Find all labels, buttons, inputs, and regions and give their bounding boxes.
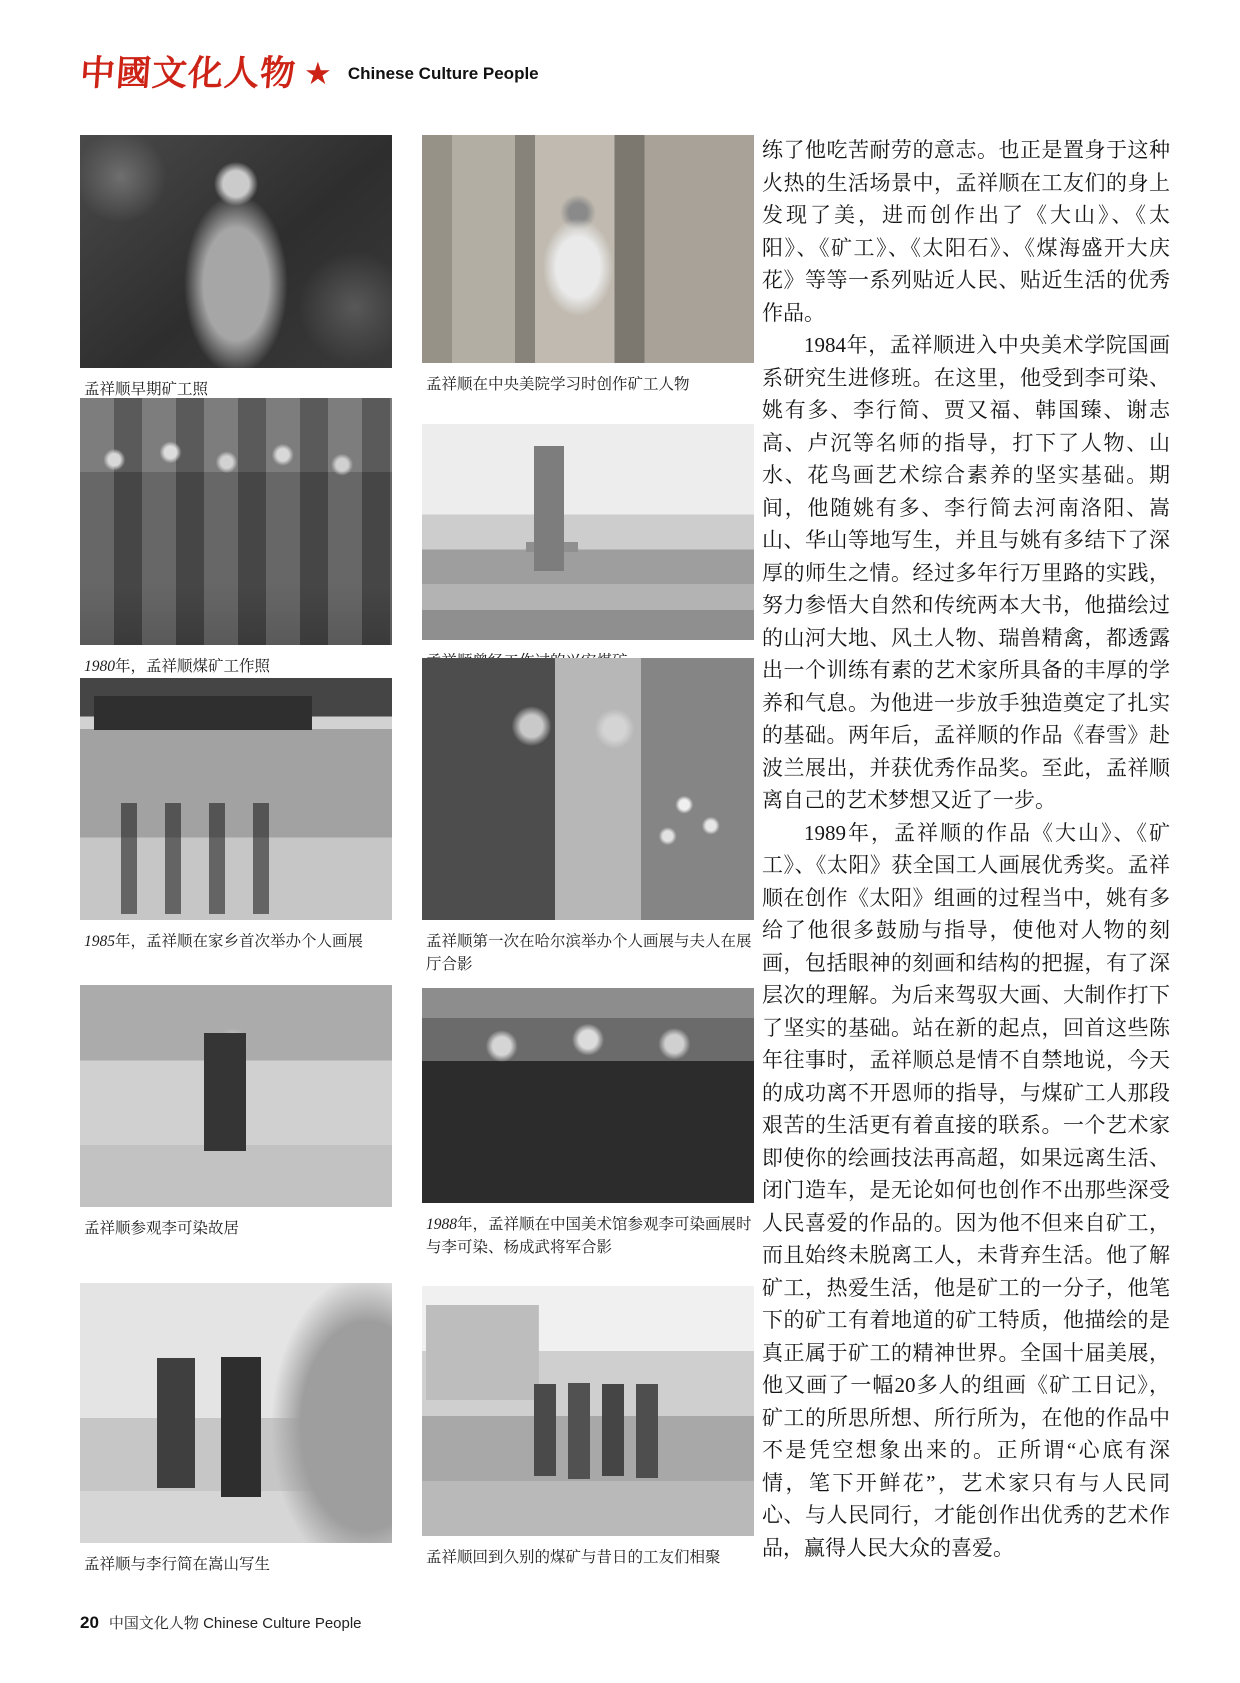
article-paragraph-2: 1984年，孟祥顺进入中央美术学院国画系研究生进修班。在这里，他受到李可染、姚有多、李行简、贾又福、韩国臻、谢志高、卢沉等名师的指导，打下了人物、山水、花鸟画艺术综合素养的坚实基础。期间，他随姚有多、李行简去河南洛阳、嵩山、华山等地写生，并且与姚有多结下了深厚的师生之情。经过多年行万里路的实践，努力参悟大自然和传统两本大书，他描绘过的山河大地、风土人物、瑞兽精禽，都透露出一个训练有素的艺术家所具备的丰厚的学养和气息。为他进一步放手独造奠定了扎实的基础。两年后，孟祥顺的作品《春雪》赴波兰展出，并获优秀作品奖。至此，孟祥顺离自己的艺术梦想又近了一步。 [762, 333, 1170, 812]
photo-caption: 孟祥顺回到久别的煤矿与昔日的工友们相聚 [426, 1549, 721, 1566]
photo-caption: 孟祥顺与李行简在嵩山写生 [84, 1556, 271, 1573]
photo-figure-miners-group [80, 398, 392, 678]
photo-caption: 1980年，孟祥顺煤矿工作照 [84, 658, 271, 675]
photo-coal-miners-group [80, 398, 392, 645]
photo-street-visit [80, 985, 392, 1207]
photo-caption: 1988年，孟祥顺在中国美术馆参观李可染画展时与李可染、杨成武将军合影 [426, 1216, 752, 1256]
photo-early-miner-portrait [80, 135, 392, 368]
photo-exhibition-entrance [80, 678, 392, 920]
photo-xingan-coal-mine [422, 424, 754, 640]
article-paragraph-3: 1989年，孟祥顺的作品《大山》、《矿工》、《太阳》获全国工人画展优秀奖。孟祥顺在创作《太阳》组画的过程当中，姚有多给了他很多鼓励与指导，使他对人物的刻画，包括眼神的刻画和结构的把握，有了深层次的理解。为后来驾驭大画、大制作打下了坚实的基础。站在新的起点，回首这些陈年往事时，孟祥顺总是情不自禁地说，今天的成功离不开恩师的指导，与煤矿工人那段艰苦的生活更有着直接的联系。一个艺术家即使你的绘画技法再高超，如果远离生活、闭门造车，是无论如何也创作不出那些深受人民喜爱的作品的。因为他不但来自矿工，而且始终未脱离工人，未背弃生活。他了解矿工，热爱生活，他是矿工的一分子，他笔下的矿工有着地道的矿工特质，他描绘的是真正属于矿工的精神世界。全国十届美展，他又画了一幅20多人的组画《矿工日记》，矿工的所思所想、所行所为，在他的作品中不是凭空想象出来的。正所谓“心底有深情，笔下开鲜花”，艺术家只有与人民同心、与人民同行，才能创作出优秀的艺术作品，赢得人民大众的喜爱。 [762, 820, 1170, 1560]
photo-figure-harbin-exhibition [422, 658, 754, 976]
photo-caption: 1985年，孟祥顺在家乡首次举办个人画展 [84, 933, 364, 950]
photo-figure-hometown-exhibition [80, 678, 392, 953]
photo-figure-mine-reunion [422, 1286, 754, 1569]
article-text-column [762, 134, 1170, 1564]
photo-caption: 孟祥顺早期矿工照 [84, 381, 209, 398]
photo-caption: 孟祥顺参观李可染故居 [84, 1220, 240, 1237]
photo-figure-academy-artwork [422, 135, 754, 396]
article-paragraph-1: 练了他吃苦耐劳的意志。也正是置身于这种火热的生活场景中，孟祥顺在工友们的身上发现了美，进而创作出了《大山》、《太阳》、《矿工》、《太阳石》、《煤海盛开大庆花》等等一系列贴近人民、贴近生活的优秀作品。 [762, 138, 1170, 325]
photo-couple-with-flowers [422, 658, 754, 920]
photo-two-men-mountain [80, 1283, 392, 1543]
photo-figure-coal-mine [422, 424, 754, 673]
page-footer [80, 1612, 362, 1633]
photo-figure-art-museum-1988 [422, 988, 754, 1259]
footer-brand-text: 中国文化人物 Chinese Culture People [108, 1615, 362, 1632]
photo-miner-drawing [422, 135, 754, 363]
photo-figure-early-miner [80, 135, 392, 401]
photo-caption: 孟祥顺在中央美院学习时创作矿工人物 [426, 376, 690, 393]
page-number: 20 [80, 1613, 99, 1632]
star-icon: ★ [304, 56, 332, 91]
magazine-logo-english: Chinese Culture People [347, 64, 539, 83]
photo-caption: 孟祥顺第一次在哈尔滨举办个人画展与夫人在展厅合影 [426, 933, 752, 973]
photo-three-men-group [422, 988, 754, 1203]
photo-figure-songshan-sketching [80, 1283, 392, 1576]
photo-figure-likeran-residence [80, 985, 392, 1240]
photo-workers-reunion [422, 1286, 754, 1536]
magazine-logo-chinese: 中國文化人物 [78, 53, 298, 94]
page-header [78, 53, 539, 94]
